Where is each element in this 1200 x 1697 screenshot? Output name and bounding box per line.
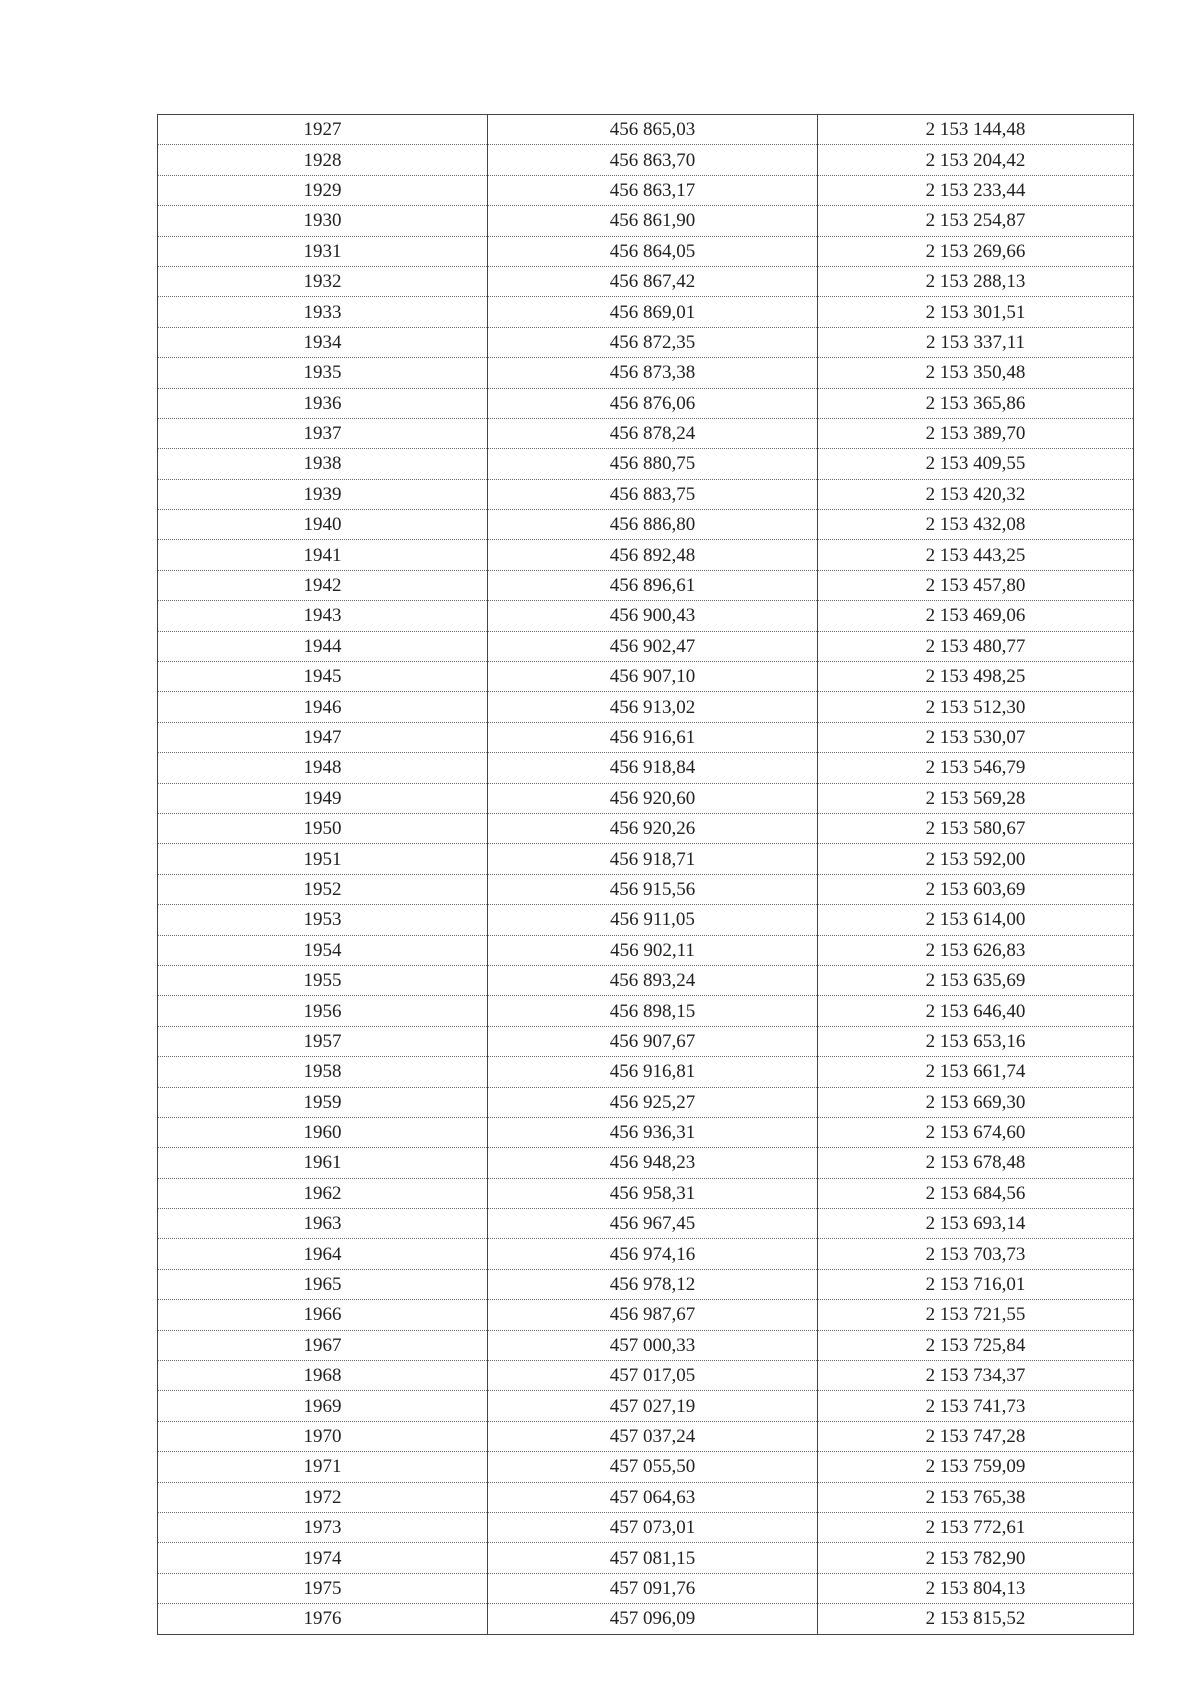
y-coordinate-cell: 2 153 741,73 [818,1391,1134,1421]
y-coordinate-cell: 2 153 721,55 [818,1300,1134,1330]
table-row [158,1361,1134,1391]
y-coordinate-cell: 2 153 772,61 [818,1512,1134,1542]
table-row [158,996,1134,1026]
x-coordinate-cell: 456 920,60 [488,783,818,813]
x-coordinate-cell: 456 974,16 [488,1239,818,1269]
table-row [158,266,1134,296]
y-coordinate-cell: 2 153 716,01 [818,1269,1134,1299]
point-number-cell: 1970 [158,1421,488,1451]
y-coordinate-cell: 2 153 288,13 [818,266,1134,296]
table-row [158,297,1134,327]
x-coordinate-cell: 456 872,35 [488,327,818,357]
y-coordinate-cell: 2 153 420,32 [818,479,1134,509]
point-number-cell: 1944 [158,631,488,661]
x-coordinate-cell: 457 081,15 [488,1543,818,1573]
table-row [158,570,1134,600]
point-number-cell: 1937 [158,418,488,448]
table-row [158,631,1134,661]
table-row [158,935,1134,965]
point-number-cell: 1938 [158,449,488,479]
table-row [158,236,1134,266]
point-number-cell: 1952 [158,874,488,904]
table-row [158,1117,1134,1147]
y-coordinate-cell: 2 153 703,73 [818,1239,1134,1269]
point-number-cell: 1936 [158,388,488,418]
x-coordinate-cell: 456 967,45 [488,1209,818,1239]
point-number-cell: 1967 [158,1330,488,1360]
point-number-cell: 1961 [158,1148,488,1178]
table-row [158,1543,1134,1573]
x-coordinate-cell: 456 883,75 [488,479,818,509]
x-coordinate-cell: 456 916,81 [488,1057,818,1087]
x-coordinate-cell: 457 096,09 [488,1604,818,1634]
x-coordinate-cell: 456 925,27 [488,1087,818,1117]
y-coordinate-cell: 2 153 546,79 [818,753,1134,783]
x-coordinate-cell: 456 876,06 [488,388,818,418]
table-row [158,327,1134,357]
point-number-cell: 1955 [158,965,488,995]
x-coordinate-cell: 456 880,75 [488,449,818,479]
y-coordinate-cell: 2 153 635,69 [818,965,1134,995]
y-coordinate-cell: 2 153 684,56 [818,1178,1134,1208]
point-number-cell: 1953 [158,905,488,935]
table-row [158,813,1134,843]
table-row [158,449,1134,479]
table-row [158,1269,1134,1299]
table-row [158,783,1134,813]
x-coordinate-cell: 456 911,05 [488,905,818,935]
table-row [158,115,1134,145]
point-number-cell: 1963 [158,1209,488,1239]
x-coordinate-cell: 456 918,71 [488,844,818,874]
table-row [158,905,1134,935]
point-number-cell: 1946 [158,692,488,722]
x-coordinate-cell: 456 918,84 [488,753,818,783]
y-coordinate-cell: 2 153 569,28 [818,783,1134,813]
y-coordinate-cell: 2 153 144,48 [818,115,1134,145]
y-coordinate-cell: 2 153 661,74 [818,1057,1134,1087]
table-row [158,1421,1134,1451]
point-number-cell: 1962 [158,1178,488,1208]
x-coordinate-cell: 456 861,90 [488,206,818,236]
x-coordinate-cell: 457 064,63 [488,1482,818,1512]
point-number-cell: 1974 [158,1543,488,1573]
table-row [158,358,1134,388]
point-number-cell: 1971 [158,1452,488,1482]
y-coordinate-cell: 2 153 443,25 [818,540,1134,570]
table-row [158,601,1134,631]
table-row [158,692,1134,722]
point-number-cell: 1947 [158,722,488,752]
x-coordinate-cell: 457 037,24 [488,1421,818,1451]
table-row [158,1087,1134,1117]
x-coordinate-cell: 456 948,23 [488,1148,818,1178]
table-row [158,1026,1134,1056]
y-coordinate-cell: 2 153 204,42 [818,145,1134,175]
x-coordinate-cell: 456 863,17 [488,175,818,205]
x-coordinate-cell: 456 893,24 [488,965,818,995]
y-coordinate-cell: 2 153 233,44 [818,175,1134,205]
x-coordinate-cell: 456 907,67 [488,1026,818,1056]
y-coordinate-cell: 2 153 815,52 [818,1604,1134,1634]
y-coordinate-cell: 2 153 365,86 [818,388,1134,418]
table-row [158,1239,1134,1269]
x-coordinate-cell: 456 902,11 [488,935,818,965]
point-number-cell: 1945 [158,662,488,692]
y-coordinate-cell: 2 153 747,28 [818,1421,1134,1451]
point-number-cell: 1934 [158,327,488,357]
y-coordinate-cell: 2 153 759,09 [818,1452,1134,1482]
y-coordinate-cell: 2 153 409,55 [818,449,1134,479]
point-number-cell: 1948 [158,753,488,783]
x-coordinate-cell: 457 027,19 [488,1391,818,1421]
point-number-cell: 1928 [158,145,488,175]
x-coordinate-cell: 456 987,67 [488,1300,818,1330]
y-coordinate-cell: 2 153 301,51 [818,297,1134,327]
x-coordinate-cell: 456 916,61 [488,722,818,752]
y-coordinate-cell: 2 153 804,13 [818,1573,1134,1603]
y-coordinate-cell: 2 153 389,70 [818,418,1134,448]
table-row [158,1209,1134,1239]
x-coordinate-cell: 457 000,33 [488,1330,818,1360]
x-coordinate-cell: 456 867,42 [488,266,818,296]
table-row [158,388,1134,418]
y-coordinate-cell: 2 153 337,11 [818,327,1134,357]
x-coordinate-cell: 456 869,01 [488,297,818,327]
point-number-cell: 1956 [158,996,488,1026]
point-number-cell: 1939 [158,479,488,509]
y-coordinate-cell: 2 153 734,37 [818,1361,1134,1391]
point-number-cell: 1933 [158,297,488,327]
y-coordinate-cell: 2 153 254,87 [818,206,1134,236]
y-coordinate-cell: 2 153 669,30 [818,1087,1134,1117]
y-coordinate-cell: 2 153 603,69 [818,874,1134,904]
point-number-cell: 1965 [158,1269,488,1299]
point-number-cell: 1949 [158,783,488,813]
x-coordinate-cell: 456 907,10 [488,662,818,692]
table-row [158,145,1134,175]
point-number-cell: 1969 [158,1391,488,1421]
table-row [158,1573,1134,1603]
table-row [158,540,1134,570]
y-coordinate-cell: 2 153 678,48 [818,1148,1134,1178]
x-coordinate-cell: 456 892,48 [488,540,818,570]
table-row [158,1512,1134,1542]
y-coordinate-cell: 2 153 782,90 [818,1543,1134,1573]
coordinates-table-body [158,115,1134,1635]
point-number-cell: 1935 [158,358,488,388]
table-row [158,844,1134,874]
table-row [158,1391,1134,1421]
x-coordinate-cell: 457 055,50 [488,1452,818,1482]
point-number-cell: 1950 [158,813,488,843]
point-number-cell: 1929 [158,175,488,205]
y-coordinate-cell: 2 153 592,00 [818,844,1134,874]
coordinates-table [157,114,1134,1635]
x-coordinate-cell: 456 873,38 [488,358,818,388]
table-row [158,1057,1134,1087]
x-coordinate-cell: 457 073,01 [488,1512,818,1542]
point-number-cell: 1954 [158,935,488,965]
x-coordinate-cell: 456 913,02 [488,692,818,722]
x-coordinate-cell: 456 865,03 [488,115,818,145]
point-number-cell: 1942 [158,570,488,600]
table-row [158,1482,1134,1512]
x-coordinate-cell: 456 864,05 [488,236,818,266]
x-coordinate-cell: 457 017,05 [488,1361,818,1391]
y-coordinate-cell: 2 153 580,67 [818,813,1134,843]
x-coordinate-cell: 456 863,70 [488,145,818,175]
point-number-cell: 1951 [158,844,488,874]
point-number-cell: 1940 [158,510,488,540]
y-coordinate-cell: 2 153 626,83 [818,935,1134,965]
x-coordinate-cell: 456 958,31 [488,1178,818,1208]
y-coordinate-cell: 2 153 457,80 [818,570,1134,600]
y-coordinate-cell: 2 153 269,66 [818,236,1134,266]
point-number-cell: 1972 [158,1482,488,1512]
point-number-cell: 1931 [158,236,488,266]
table-row [158,722,1134,752]
table-row [158,479,1134,509]
y-coordinate-cell: 2 153 432,08 [818,510,1134,540]
table-row [158,510,1134,540]
y-coordinate-cell: 2 153 480,77 [818,631,1134,661]
point-number-cell: 1975 [158,1573,488,1603]
point-number-cell: 1973 [158,1512,488,1542]
point-number-cell: 1930 [158,206,488,236]
point-number-cell: 1959 [158,1087,488,1117]
x-coordinate-cell: 456 878,24 [488,418,818,448]
point-number-cell: 1941 [158,540,488,570]
x-coordinate-cell: 456 896,61 [488,570,818,600]
y-coordinate-cell: 2 153 674,60 [818,1117,1134,1147]
y-coordinate-cell: 2 153 765,38 [818,1482,1134,1512]
x-coordinate-cell: 456 898,15 [488,996,818,1026]
point-number-cell: 1964 [158,1239,488,1269]
table-row [158,1604,1134,1634]
table-row [158,206,1134,236]
table-row [158,418,1134,448]
table-row [158,1330,1134,1360]
point-number-cell: 1968 [158,1361,488,1391]
y-coordinate-cell: 2 153 646,40 [818,996,1134,1026]
x-coordinate-cell: 456 915,56 [488,874,818,904]
y-coordinate-cell: 2 153 725,84 [818,1330,1134,1360]
y-coordinate-cell: 2 153 653,16 [818,1026,1134,1056]
point-number-cell: 1960 [158,1117,488,1147]
point-number-cell: 1966 [158,1300,488,1330]
point-number-cell: 1976 [158,1604,488,1634]
table-row [158,662,1134,692]
table-row [158,965,1134,995]
x-coordinate-cell: 456 886,80 [488,510,818,540]
table-row [158,753,1134,783]
y-coordinate-cell: 2 153 498,25 [818,662,1134,692]
table-row [158,1148,1134,1178]
y-coordinate-cell: 2 153 469,06 [818,601,1134,631]
point-number-cell: 1927 [158,115,488,145]
x-coordinate-cell: 456 900,43 [488,601,818,631]
table-row [158,1300,1134,1330]
point-number-cell: 1958 [158,1057,488,1087]
y-coordinate-cell: 2 153 614,00 [818,905,1134,935]
point-number-cell: 1943 [158,601,488,631]
x-coordinate-cell: 456 902,47 [488,631,818,661]
y-coordinate-cell: 2 153 512,30 [818,692,1134,722]
point-number-cell: 1957 [158,1026,488,1056]
x-coordinate-cell: 456 936,31 [488,1117,818,1147]
table-row [158,1452,1134,1482]
table-row [158,175,1134,205]
x-coordinate-cell: 456 978,12 [488,1269,818,1299]
y-coordinate-cell: 2 153 693,14 [818,1209,1134,1239]
x-coordinate-cell: 457 091,76 [488,1573,818,1603]
table-row [158,874,1134,904]
y-coordinate-cell: 2 153 530,07 [818,722,1134,752]
x-coordinate-cell: 456 920,26 [488,813,818,843]
y-coordinate-cell: 2 153 350,48 [818,358,1134,388]
point-number-cell: 1932 [158,266,488,296]
table-row [158,1178,1134,1208]
